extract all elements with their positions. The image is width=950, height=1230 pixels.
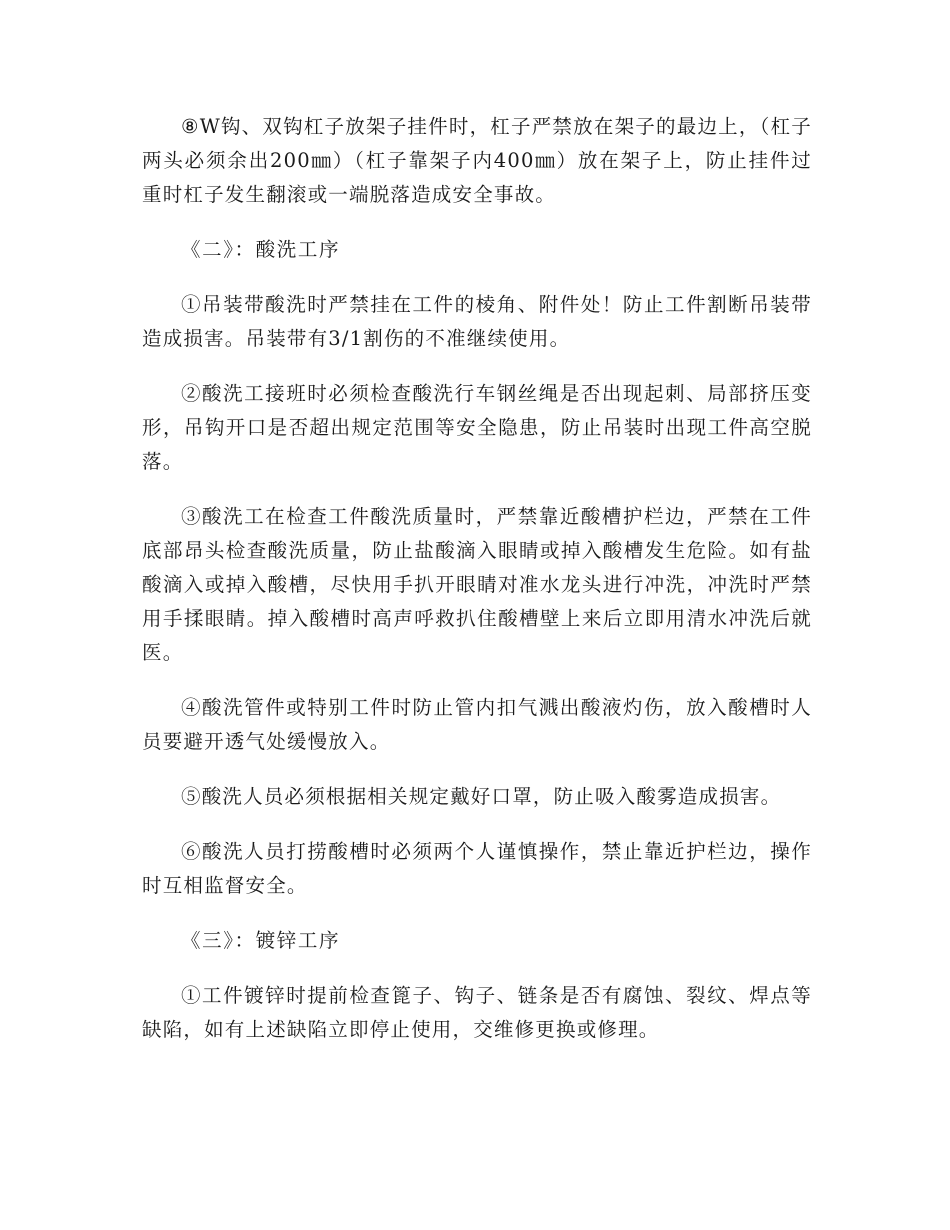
paragraph-hook-rod-rule: ⑧W钩、双钩杠子放架子挂件时，杠子严禁放在架子的最边上，（杠子两头必须余出200㎜）（杠子靠架子内400㎜）放在架子上，防止挂件过重时杠子发生翻滚或一端脱落造成安全事故。	[142, 115, 812, 206]
document-body	[142, 110, 812, 1068]
section-heading-galvanizing: 《三》：镀锌工序	[181, 929, 341, 952]
section-heading-pickling: 《二》：酸洗工序	[181, 238, 341, 261]
paragraph-pickling-mask: ⑤酸洗人员必须根据相关规定戴好口罩，防止吸入酸雾造成损害。	[181, 785, 782, 808]
paragraph-pickling-sling: ①吊装带酸洗时严禁挂在工件的棱角、附件处！防止工件割断吊装带造成损害。吊装带有3/1割伤的不准继续使用。	[142, 293, 812, 350]
paragraph-pickling-crane-check: ②酸洗工接班时必须检查酸洗行车钢丝绳是否出现起刺、局部挤压变形，吊钩开口是否超出规定范围等安全隐患，防止吊装时出现工件高空脱落。	[142, 382, 812, 473]
paragraph-pickling-salvage: ⑥酸洗人员打捞酸槽时必须两个人谨慎操作，禁止靠近护栏边，操作时互相监督安全。	[142, 840, 812, 897]
paragraph-pickling-pipes: ④酸洗管件或特别工件时防止管内扣气溅出酸液灼伤，放入酸槽时人员要避开透气处缓慢放入。	[142, 696, 812, 753]
paragraph-pickling-quality-check: ③酸洗工在检查工件酸洗质量时，严禁靠近酸槽护栏边，严禁在工件底部昂头检查酸洗质量，防止盐酸滴入眼睛或掉入酸槽发生危险。如有盐酸滴入或掉入酸槽，尽快用手扒开眼睛对准水龙头进行冲洗，冲洗时严禁用手揉眼睛。掉入酸槽时高声呼救扒住酸槽壁上来后立即用清水冲洗后就医。	[142, 505, 812, 664]
paragraph-galvanizing-inspection: ①工件镀锌时提前检查篦子、钩子、链条是否有腐蚀、裂纹、焊点等缺陷，如有上述缺陷立即停止使用，交维修更换或修理。	[142, 984, 812, 1041]
